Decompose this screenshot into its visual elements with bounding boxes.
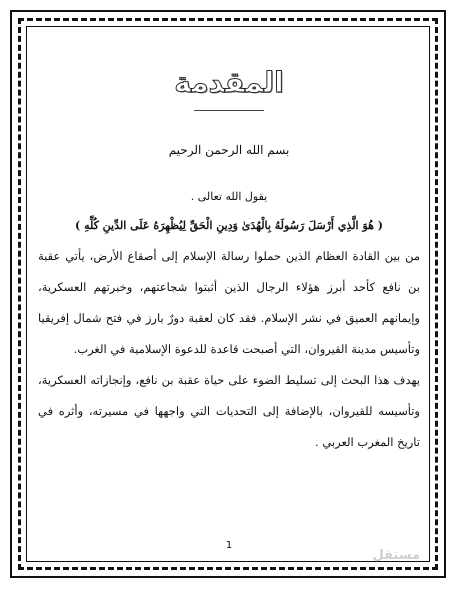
paragraph-2: يهدف هذا البحث إلى تسليط الضوء على حياة عقبة بن نافع، وإنجازاته العسكرية، وتأسيسه للقيروان، بالإضافة إلى التحديات التي واجهها في مسيرته، وأثره في تاريخ المغرب العربي . xyxy=(38,373,420,449)
page-number: 1 xyxy=(225,540,233,551)
basmala: بسم الله الرحمن الرحيم xyxy=(168,143,290,157)
intro-line: يقول الله تعالى . xyxy=(190,190,268,203)
page-content xyxy=(38,60,420,458)
page-title: المقدمة xyxy=(174,66,284,99)
title-underline xyxy=(194,110,264,111)
watermark-logo: مستقل xyxy=(372,548,420,563)
paragraph-1: من بين القادة العظام الذين حملوا رسالة الإسلام إلى أصقاع الأرض، يأتي عقبة بن نافع كأحد أبرز هؤلاء الرجال الذين أثبتوا شجاعتهم، وخبرتهم العسكرية، وإيمانهم العميق في نشر الإسلام. فقد كان لعقبة دورٌ بارز في فتح شمال إفريقيا وتأسيس مدينة القيروان، التي أصبحت قاعدة للدعوة الإسلامية في الغرب. xyxy=(38,249,420,356)
quran-verse: ( هُوَ الَّذِي أَرْسَلَ رَسُولَهُ بِالْهُدَىٰ وَدِينِ الْحَقِّ لِيُظْهِرَهُ عَلَى الدِّينِ كُلِّهِ ) xyxy=(75,219,383,232)
